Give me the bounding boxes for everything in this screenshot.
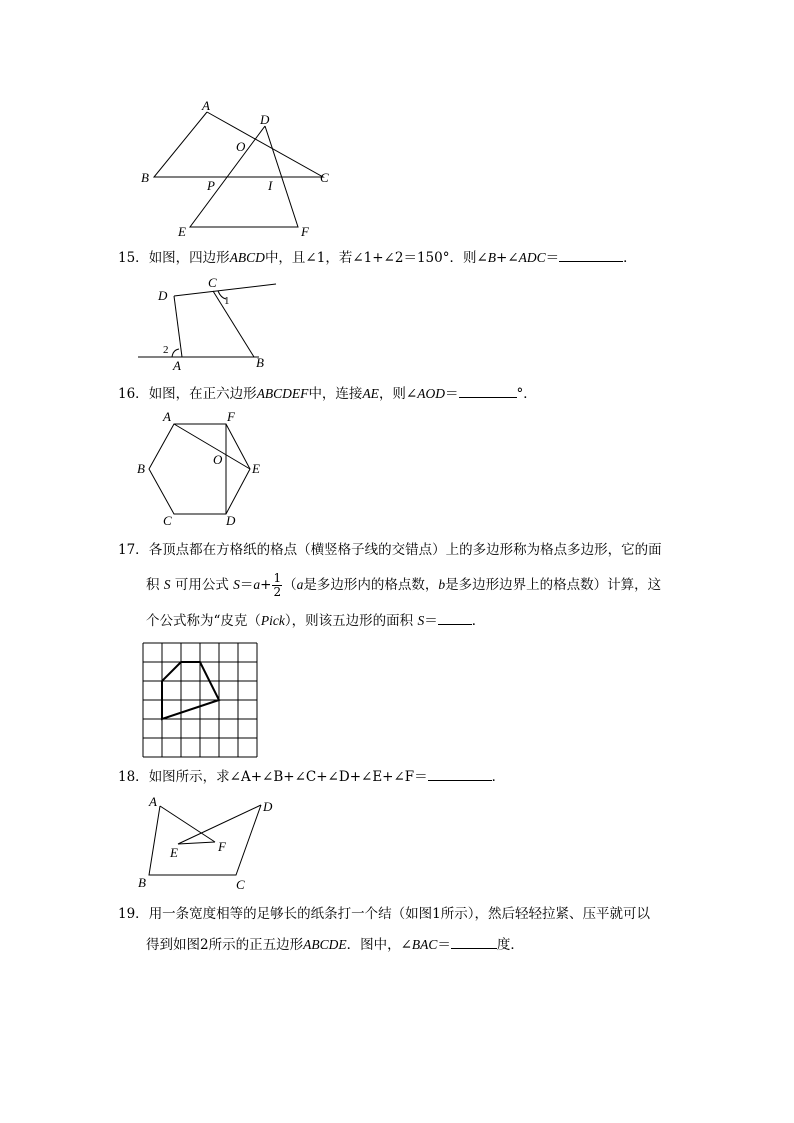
- label-D: D: [263, 799, 273, 814]
- label-B: B: [138, 875, 146, 890]
- label-A: A: [163, 409, 171, 424]
- label-I: I: [268, 178, 273, 193]
- label-F: F: [218, 839, 226, 854]
- figure-hexagon: [134, 408, 274, 530]
- label-F: F: [301, 224, 309, 239]
- answer-blank[interactable]: [459, 385, 517, 398]
- label-F: F: [227, 409, 235, 424]
- label-B: B: [141, 170, 149, 185]
- label-B: B: [256, 355, 264, 370]
- question-17-line-3: 个公式称为“皮克（Pick），则该五边形的面积 S＝ ．: [146, 613, 486, 629]
- label-1: 1: [224, 295, 230, 307]
- answer-blank[interactable]: [438, 612, 472, 625]
- label-A: A: [202, 98, 210, 113]
- figure-quadrilateral: [134, 276, 284, 372]
- fraction-one-half: $\frac{1}{2}$: [273, 571, 282, 599]
- question-16: 16．如图，在正六边形ABCDEF中，连接AE，则∠AOD＝ °．: [118, 386, 537, 402]
- label-E: E: [178, 224, 186, 239]
- question-19-line-2: 得到如图2所示的正五边形ABCDE．图中，∠BAC＝ 度．: [146, 937, 524, 953]
- label-P: P: [207, 178, 215, 193]
- label-E: E: [252, 461, 260, 476]
- label-D: D: [226, 513, 236, 528]
- label-C: C: [208, 275, 217, 290]
- question-17-line-2: 积 S 可用公式 S＝a+ $\frac{1}{2}$ （a是多边形内的格点数，b是多边形边界上的格点数）计算，这: [146, 571, 662, 599]
- answer-blank[interactable]: [428, 768, 492, 781]
- label-B: B: [137, 461, 145, 476]
- label-D: D: [260, 112, 270, 127]
- question-17-line-1: 17．各顶点都在方格纸的格点（横竖格子线的交错点）上的多边形称为格点多边形，它的面: [118, 542, 662, 558]
- label-O: O: [213, 452, 223, 467]
- grid-lines: [143, 643, 257, 757]
- pentagon: [162, 662, 219, 719]
- figure-grid-pentagon: [140, 640, 262, 762]
- question-19-line-1: 19．用一条宽度相等的足够长的纸条打一个结（如图1所示），然后轻轻拉紧、压平就可以: [118, 906, 651, 922]
- answer-blank[interactable]: [559, 249, 623, 262]
- figure-six-angles: [134, 793, 282, 895]
- answer-blank[interactable]: [451, 936, 497, 949]
- label-A: A: [149, 794, 157, 809]
- question-18: 18．如图所示，求∠A+∠B+∠C+∠D+∠E+∠F＝ ．: [118, 769, 506, 785]
- label-A: A: [173, 358, 181, 373]
- label-E: E: [170, 845, 178, 860]
- label-C: C: [236, 877, 245, 892]
- label-D: D: [158, 288, 168, 303]
- label-C: C: [163, 513, 172, 528]
- label-C: C: [320, 170, 329, 185]
- figure-two-triangles: [136, 96, 336, 246]
- label-2: 2: [163, 344, 169, 356]
- question-15: 15．如图，四边形ABCD中，且∠1，若∠1+∠2＝150°．则∠B+∠ADC＝ ．: [118, 250, 637, 266]
- label-O: O: [236, 139, 246, 154]
